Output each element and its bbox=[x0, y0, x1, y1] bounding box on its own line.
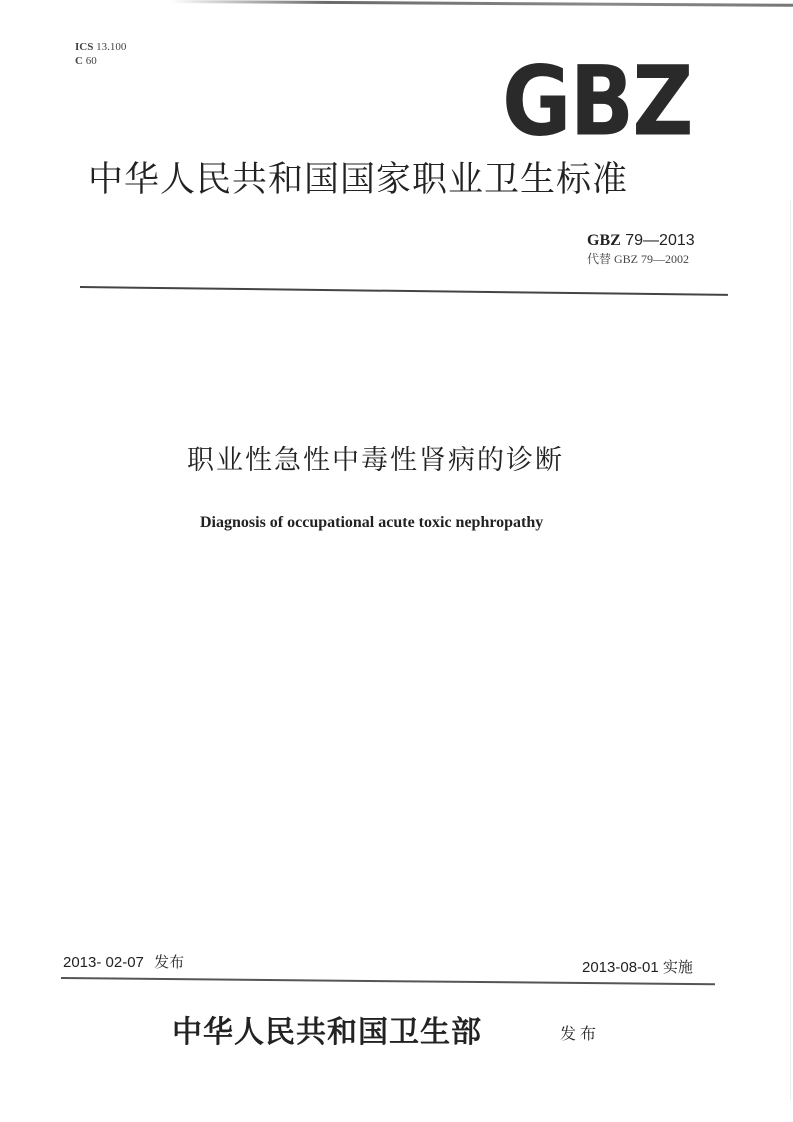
standard-category-title: 中华人民共和国国家职业卫生标准 bbox=[88, 160, 629, 200]
issuer-suffix: 发布 bbox=[560, 1024, 601, 1043]
ccs-code: C 60 bbox=[75, 55, 97, 67]
implementation-date: 2013-08-01 实施 bbox=[582, 959, 693, 976]
issuing-authority: 中华人民共和国卫生部 bbox=[172, 1015, 482, 1050]
document-title-cn: 职业性急性中毒性肾病的诊断 bbox=[187, 445, 564, 476]
gbz-logo: GBZ bbox=[502, 45, 692, 158]
classification-codes bbox=[75, 40, 126, 68]
header-divider bbox=[80, 286, 728, 296]
footer-divider bbox=[61, 977, 715, 985]
scan-top-edge bbox=[170, 0, 793, 7]
document-title-en: Diagnosis of occupational acute toxic nephropathy bbox=[200, 514, 544, 531]
replaces-standard: 代替 GBZ 79—2002 bbox=[587, 252, 690, 266]
issue-date: 2013- 02-07 发布 bbox=[63, 954, 185, 971]
ics-code: ICS 13.100 bbox=[75, 41, 127, 53]
scan-right-edge bbox=[790, 200, 791, 1100]
standard-number: GBZ 79—2013 bbox=[587, 232, 695, 249]
